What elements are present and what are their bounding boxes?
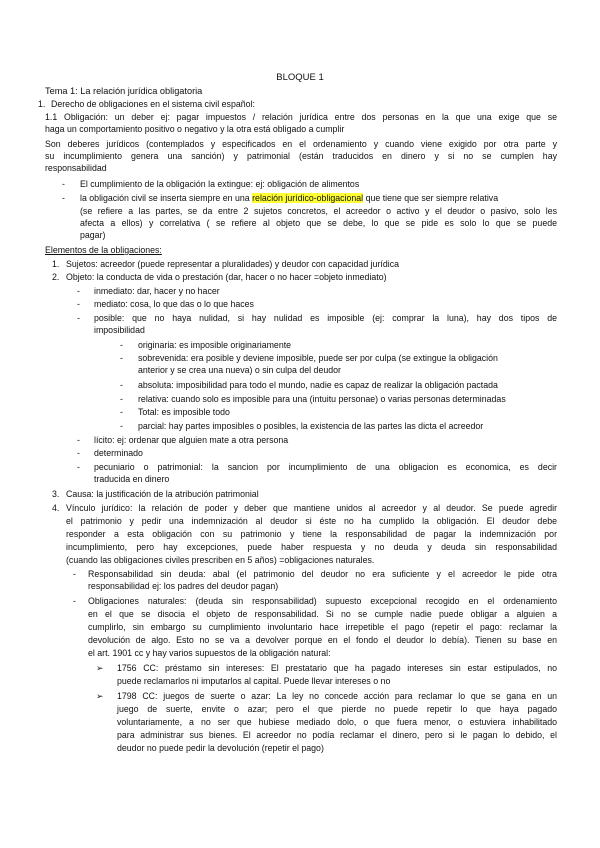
- list-item: Responsabilidad sin deuda: abal (el patrimonio del deudor no era suficiente y el acreedor le pide otra: [88, 569, 557, 579]
- section-number: 1.: [38, 99, 46, 109]
- list-item-continuation: el art. 1901 cc y hay varios supuestos de la obligación natural:: [88, 648, 331, 658]
- list-item-continuation: afecta a ellos) y correlativa ( se refiere al objeto que se debe, lo que se pide es solo lo que se puede: [80, 218, 557, 228]
- list-item: 1798 CC: juegos de suerte o azar: La ley no concede acción para reclamar lo que se gana en un: [117, 691, 557, 701]
- list-item-continuation: para administrar sus bienes. El acreedor no podía reclamar el dinero, pero si le pagan lo debido, el: [117, 730, 557, 740]
- list-item-continuation: en el que se disocia el objeto de responsabilidad. Si no se cumple nadie puede obligar a alguien a: [88, 609, 557, 619]
- arrow-bullet-icon: ➢: [96, 663, 104, 673]
- list-item-continuation: cumplirlo, sin embargo su cumplimiento involuntario hace irrepetible el pago (repetir el pago: reclamar la: [88, 622, 557, 632]
- paragraph-line: haga un comportamiento positivo o negativo y la otra está obligado a cumplir: [45, 124, 345, 134]
- dash-bullet: -: [77, 448, 80, 458]
- list-item: Total: es imposible todo: [138, 407, 230, 417]
- dash-bullet: -: [120, 340, 123, 350]
- dash-bullet: -: [120, 394, 123, 404]
- list-item: originaria: es imposible originariamente: [138, 340, 292, 350]
- paragraph-line: 1.1 Obligación: un deber ej: pagar impuestos / relación jurídica entre dos personas en la que una exige que se: [45, 112, 557, 122]
- dash-bullet: -: [120, 407, 123, 417]
- dash-bullet: -: [120, 353, 123, 363]
- list-item-continuation: traducida en dinero: [94, 474, 170, 484]
- list-item: Vínculo jurídico: la relación de poder y deber que mantiene unidos al acreedor y al deudor. Se puede agredir: [66, 503, 557, 513]
- list-item: parcial: hay partes imposibles o posibles, la existencia de las partes las dicta el acreedor: [138, 421, 484, 431]
- dash-bullet: -: [62, 193, 65, 203]
- page-title: BLOQUE 1: [276, 72, 324, 83]
- paragraph-line: Son deberes jurídicos (contemplados y especificados en el ordenamiento y cuando viene exigido por otra parte y: [45, 139, 557, 149]
- list-item: Sujetos: acreedor (puede representar a pluralidades) y deudor con capacidad jurídica: [66, 259, 400, 269]
- section-heading: Derecho de obligaciones en el sistema civil español:: [51, 99, 255, 109]
- list-item-continuation: responder a esta obligación con su patrimonio y tiene la responsabilidad de pagar la indemnización por: [66, 529, 557, 539]
- dash-bullet: -: [77, 313, 80, 323]
- list-item-continuation: (cuando las obligaciones civiles prescriben en 5 años) =obligaciones naturales.: [66, 555, 375, 565]
- list-item: pecuniario o patrimonial: la sancion por incumplimiento de una obligacion es economica, es decir: [94, 462, 557, 472]
- tema-heading: Tema 1: La relación jurídica obligatoria: [45, 86, 203, 96]
- dash-bullet: -: [62, 179, 65, 189]
- list-item-continuation: juego de suerte, envite o azar; pero el que pierde no puede repetir lo que haya pagado: [117, 704, 557, 714]
- list-item-continuation: voluntariamente, a no ser que hubiese mediado dolo, o que fuera menor, o estuviera inhabilitado: [117, 717, 557, 727]
- dash-bullet: -: [77, 299, 80, 309]
- list-number: 1.: [52, 259, 60, 269]
- text-run: la obligación civil se inserta siempre en una: [80, 193, 253, 203]
- text-run: que tiene que ser siempre relativa: [363, 193, 499, 203]
- list-item: relativa: cuando solo es imposible para una (intuitu personae) o varias personas determinadas: [138, 394, 506, 404]
- list-item: absoluta: imposibilidad para todo el mundo, nadie es capaz de realizar la obligación pactada: [138, 380, 498, 390]
- list-item-continuation: devolución de algo. Esto no se va a devolver porque en el fondo el deudor lo debía). Tienen su base en: [88, 635, 557, 645]
- paragraph-line: responsabilidad: [45, 163, 107, 173]
- list-item: Objeto: la conducta de vida o prestación (dar, hacer o no hacer =objeto inmediato): [66, 272, 387, 282]
- list-item: El cumplimiento de la obligación la extingue: ej: obligación de alimentos: [80, 179, 360, 189]
- list-item-continuation: pagar): [80, 230, 106, 240]
- highlighted-term: relación jurídico-obligacional: [252, 193, 364, 203]
- list-item-continuation: (se refiere a las partes, se da entre 2 sujetos concretos, el acreedor o activo y el deudor o pasivo, solo les: [80, 206, 557, 216]
- list-item: Causa: la justificación de la atribución patrimonial: [66, 489, 259, 499]
- list-item: [80, 193, 498, 204]
- list-item: posible: que no haya nulidad, si hay nulidad es imposible (ej: comprar la luna), hay dos tipos de: [94, 313, 557, 323]
- list-item: Obligaciones naturales: (deuda sin responsabilidad) supuesto excepcional recogido en el ordenamiento: [88, 596, 557, 606]
- list-item-continuation: anterior y se crea una nueva) o sin culpa del deudor: [138, 365, 341, 375]
- list-number: 2.: [52, 272, 60, 282]
- list-item: mediato: cosa, lo que das o lo que haces: [94, 299, 254, 309]
- list-item-continuation: responsabilidad ej: los padres del deudor pagan): [88, 581, 279, 591]
- subheading: Elementos de la obligaciones:: [45, 245, 162, 255]
- dash-bullet: -: [77, 286, 80, 296]
- dash-bullet: -: [77, 462, 80, 472]
- list-item: determinado: [94, 448, 143, 458]
- list-item: 1756 CC: préstamo sin intereses: El prestatario que ha pagado intereses sin estar estipulados, no: [117, 663, 557, 673]
- list-item-continuation: incumplimiento, pero hay excepciones, puede haber respuesta y no deuda y deuda sin responsabilidad: [66, 542, 557, 552]
- dash-bullet: -: [77, 435, 80, 445]
- list-item: sobrevenida: era posible y deviene imposible, puede ser por culpa (se extingue la obligación: [138, 353, 498, 363]
- dash-bullet: -: [73, 596, 76, 606]
- list-item: lícito: ej: ordenar que alguien mate a otra persona: [94, 435, 289, 445]
- list-item-continuation: imposibilidad: [94, 325, 145, 335]
- dash-bullet: -: [120, 421, 123, 431]
- arrow-bullet-icon: ➢: [96, 691, 104, 701]
- list-item-continuation: el patrimonio y pedir una indemnización al deudor si éste no ha cumplido la obligación. El deudor debe: [66, 516, 557, 526]
- list-item-continuation: deudor no puede pedir la devolución (repetir el pago): [117, 743, 324, 753]
- dash-bullet: -: [120, 380, 123, 390]
- dash-bullet: -: [73, 569, 76, 579]
- paragraph-line: su incumplimiento genera una sanción) y patrimonial (están traducidos en dinero y si no se cumplen hay: [45, 151, 557, 161]
- list-number: 3.: [52, 489, 60, 499]
- list-number: 4.: [52, 503, 60, 513]
- list-item: inmediato: dar, hacer y no hacer: [94, 286, 220, 296]
- list-item-continuation: puede reclamarlos ni imputarlos al capital. Puede llevar intereses o no: [117, 676, 391, 686]
